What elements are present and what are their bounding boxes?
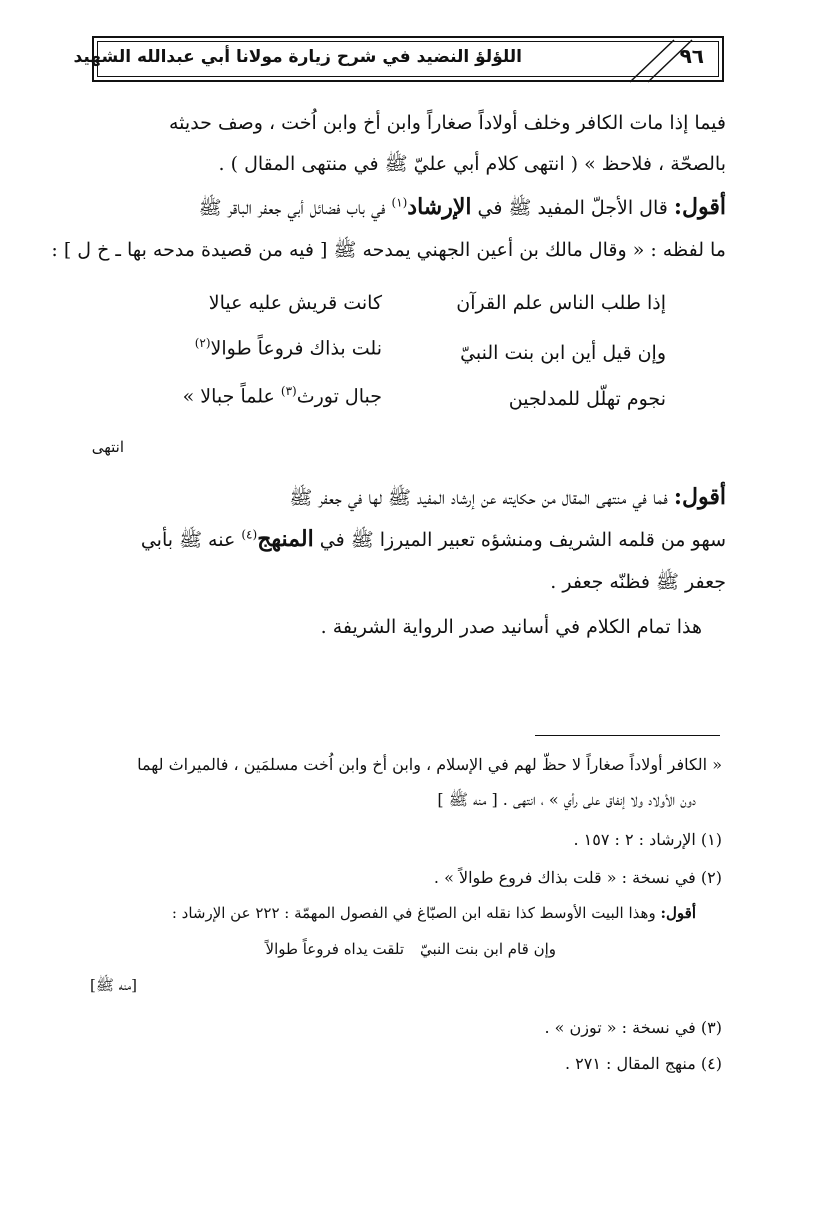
body-line-4: ما لفظه : « وقال مالك بن أعين الجهني يمدحه ﷺ [ فيه من قصيدة مدحه بها ـ خ ل ] : (51, 239, 726, 261)
page-header (73, 36, 724, 82)
footnote-ref-3: (٣) (280, 384, 297, 398)
body-line-3-b: في باب فضائل أبي جعفر الباقر ﷺ (198, 197, 392, 219)
footnote-1: (١) الإرشاد : ٢ : ١٥٧ . (573, 830, 722, 849)
body-line-6-b: عنه ﷺ بأبي (140, 529, 242, 551)
page-number: ٩٦ (679, 44, 704, 68)
running-title: اللؤلؤ النضيد في شرح زيارة مولانا أبي عبدالله الشهيد (73, 47, 522, 67)
footnote-2-source: [منه ﷺ] (90, 976, 138, 994)
body-line-5 (289, 484, 726, 514)
footnote-ref-1: (١) (391, 195, 408, 210)
footnote-4: (٤) منهج المقال : ٢٧١ . (564, 1054, 722, 1073)
intaha-mark: انتهى (91, 438, 124, 456)
body-line-3-a: قال الأجلّ المفيد ﷺ في (471, 197, 674, 219)
manhaj-title: المنهج (257, 526, 314, 552)
irshad-title: الإرشاد (407, 194, 472, 220)
body-line-3 (199, 194, 726, 224)
footnote-separator (535, 735, 720, 736)
footnote-2-verse-left: تلقت يداه فروعاً طوالاً (265, 940, 404, 958)
footnote-2-note-text: وهذا البيت الأوسط كذا نقله ابن الصبّاغ في الفصول المهمّة : ٢٢٢ عن الإرشاد : (171, 904, 661, 922)
footnote-2-note (172, 904, 696, 922)
body-line-5-text: فما في منتهى المقال من حكايته عن إرشاد المفيد ﷺ لها في جعفر ﷺ (289, 487, 674, 509)
footnote-continued-1: « الكافر أولاداً صغاراً لا حظّ لهم في الإسلام ، وابن أخ وابن اُخت مسلمَين ، فالميراث لهما (137, 755, 722, 774)
verse-2-left (195, 336, 382, 359)
verse-1-right: إذا طلب الناس علم القرآن (456, 292, 666, 314)
footnote-2: (٢) في نسخة : « قلت بذاك فروع طوالاً » . (433, 868, 722, 887)
body-line-8: هذا تمام الكلام في أسانيد صدر الرواية الشريفة . (320, 616, 702, 638)
footnote-2-verse-right: وإن قام ابن بنت النبيّ (419, 940, 556, 958)
footnote-continued-2: دون الأولاد ولا إنفاق على رأي » ، انتهى . [ منه ﷺ ] (437, 790, 696, 809)
footnote-2-aqul: أقول: (660, 904, 696, 922)
footnote-ref-4: (٤) (241, 527, 258, 542)
verse-1-left: كانت قريش عليه عيالا (208, 292, 382, 314)
footnote-3: (٣) في نسخة : « توزن » . (544, 1018, 722, 1037)
aqul-label: أقول: (673, 194, 726, 220)
verse-3-right: نجوم تهلّل للمدلجين (508, 388, 666, 410)
body-line-7: جعفر ﷺ فظنّه جعفر . (550, 571, 726, 593)
verse-2-left-text: نلت بذاك فروعاً طوالا (210, 337, 382, 360)
verse-3-left-end: علماً جبالا » (182, 385, 281, 408)
body-line-6 (141, 526, 726, 556)
body-line-2: بالصحّة ، فلاحظ » ( انتهى كلام أبي عليّ ﷺ في منتهى المقال ) . (218, 153, 726, 175)
aqul-label-2: أقول: (673, 484, 726, 510)
body-line-6-a: سهو من قلمه الشريف ومنشؤه تعبير الميرزا ﷺ في (313, 529, 726, 551)
verse-3-left (183, 384, 382, 407)
verse-3-left-text: جبال تورث (296, 385, 382, 408)
body-line-1: فيما إذا مات الكافر وخلف أولاداً صغاراً وابن أخ وابن اُخت ، وصف حديثه (168, 112, 726, 134)
footnote-ref-2: (٢) (194, 336, 211, 350)
verse-2-right: وإن قيل أين ابن بنت النبيّ (460, 342, 666, 364)
